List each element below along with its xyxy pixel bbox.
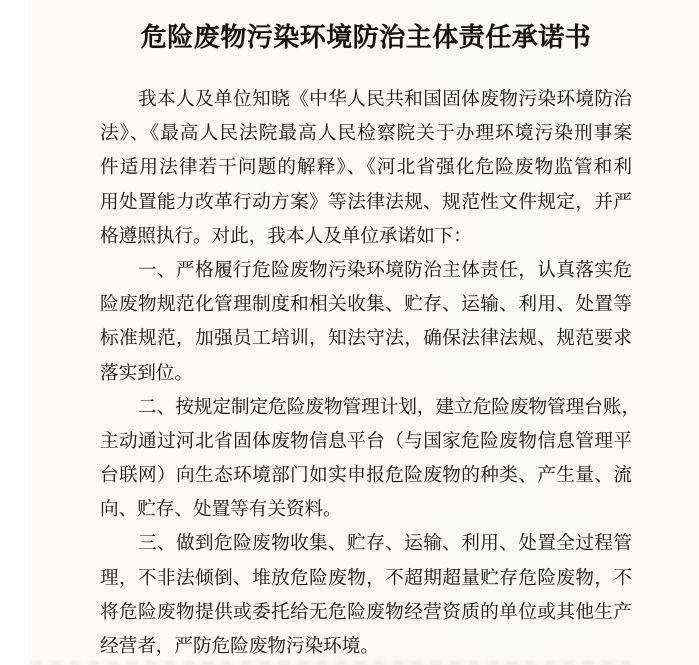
document-title: 危险废物污染环境防治主体责任承诺书 bbox=[140, 23, 592, 52]
text-line: 向、贮存、处置等有关资料。 bbox=[100, 499, 342, 521]
text-line: 用处置能力改革行动方案》等法律法规、规范性文件规定，并严 bbox=[100, 191, 632, 213]
text-line: 二、按规定制定危险废物管理计划，建立危险废物管理台账， bbox=[138, 396, 641, 418]
text-line: 件适用法律若干问题的解释》、《河北省强化危险废物监管和利 bbox=[100, 157, 632, 179]
text-line: 经营者，严防危险废物污染环境。 bbox=[100, 636, 379, 657]
text-line: 一、严格履行危险废物污染环境防治主体责任，认真落实危 bbox=[138, 259, 632, 281]
text-line: 标准规范，加强员工培训，知法守法，确保法律法规、规范要求 bbox=[100, 328, 632, 350]
text-line: 法》、《最高人民法院最高人民检察院关于办理环境污染刑事案 bbox=[100, 123, 632, 145]
text-line: 主动通过河北省固体废物信息平台（与国家危险废物信息管理平 bbox=[100, 430, 632, 452]
text-line: 险废物规范化管理制度和相关收集、贮存、运输、利用、处置等 bbox=[100, 294, 632, 316]
text-line: 落实到位。 bbox=[100, 362, 193, 384]
text-line: 理，不非法倾倒、堆放危险废物，不超期超量贮存危险废物，不 bbox=[100, 567, 632, 589]
text-line: 格遵照执行。对此，我本人及单位承诺如下： bbox=[100, 225, 472, 247]
document-body bbox=[100, 83, 641, 664]
text-line: 我本人及单位知晓《中华人民共和国固体废物污染环境防治 bbox=[138, 89, 632, 110]
text-line: 将危险废物提供或委托给无危险废物经营资质的单位或其他生产 bbox=[100, 601, 632, 623]
text-line: 三、做到危险废物收集、贮存、运输、利用、处置全过程管 bbox=[138, 533, 632, 555]
text-line: 台联网）向生态环境部门如实申报危险废物的种类、产生量、流 bbox=[100, 465, 632, 487]
